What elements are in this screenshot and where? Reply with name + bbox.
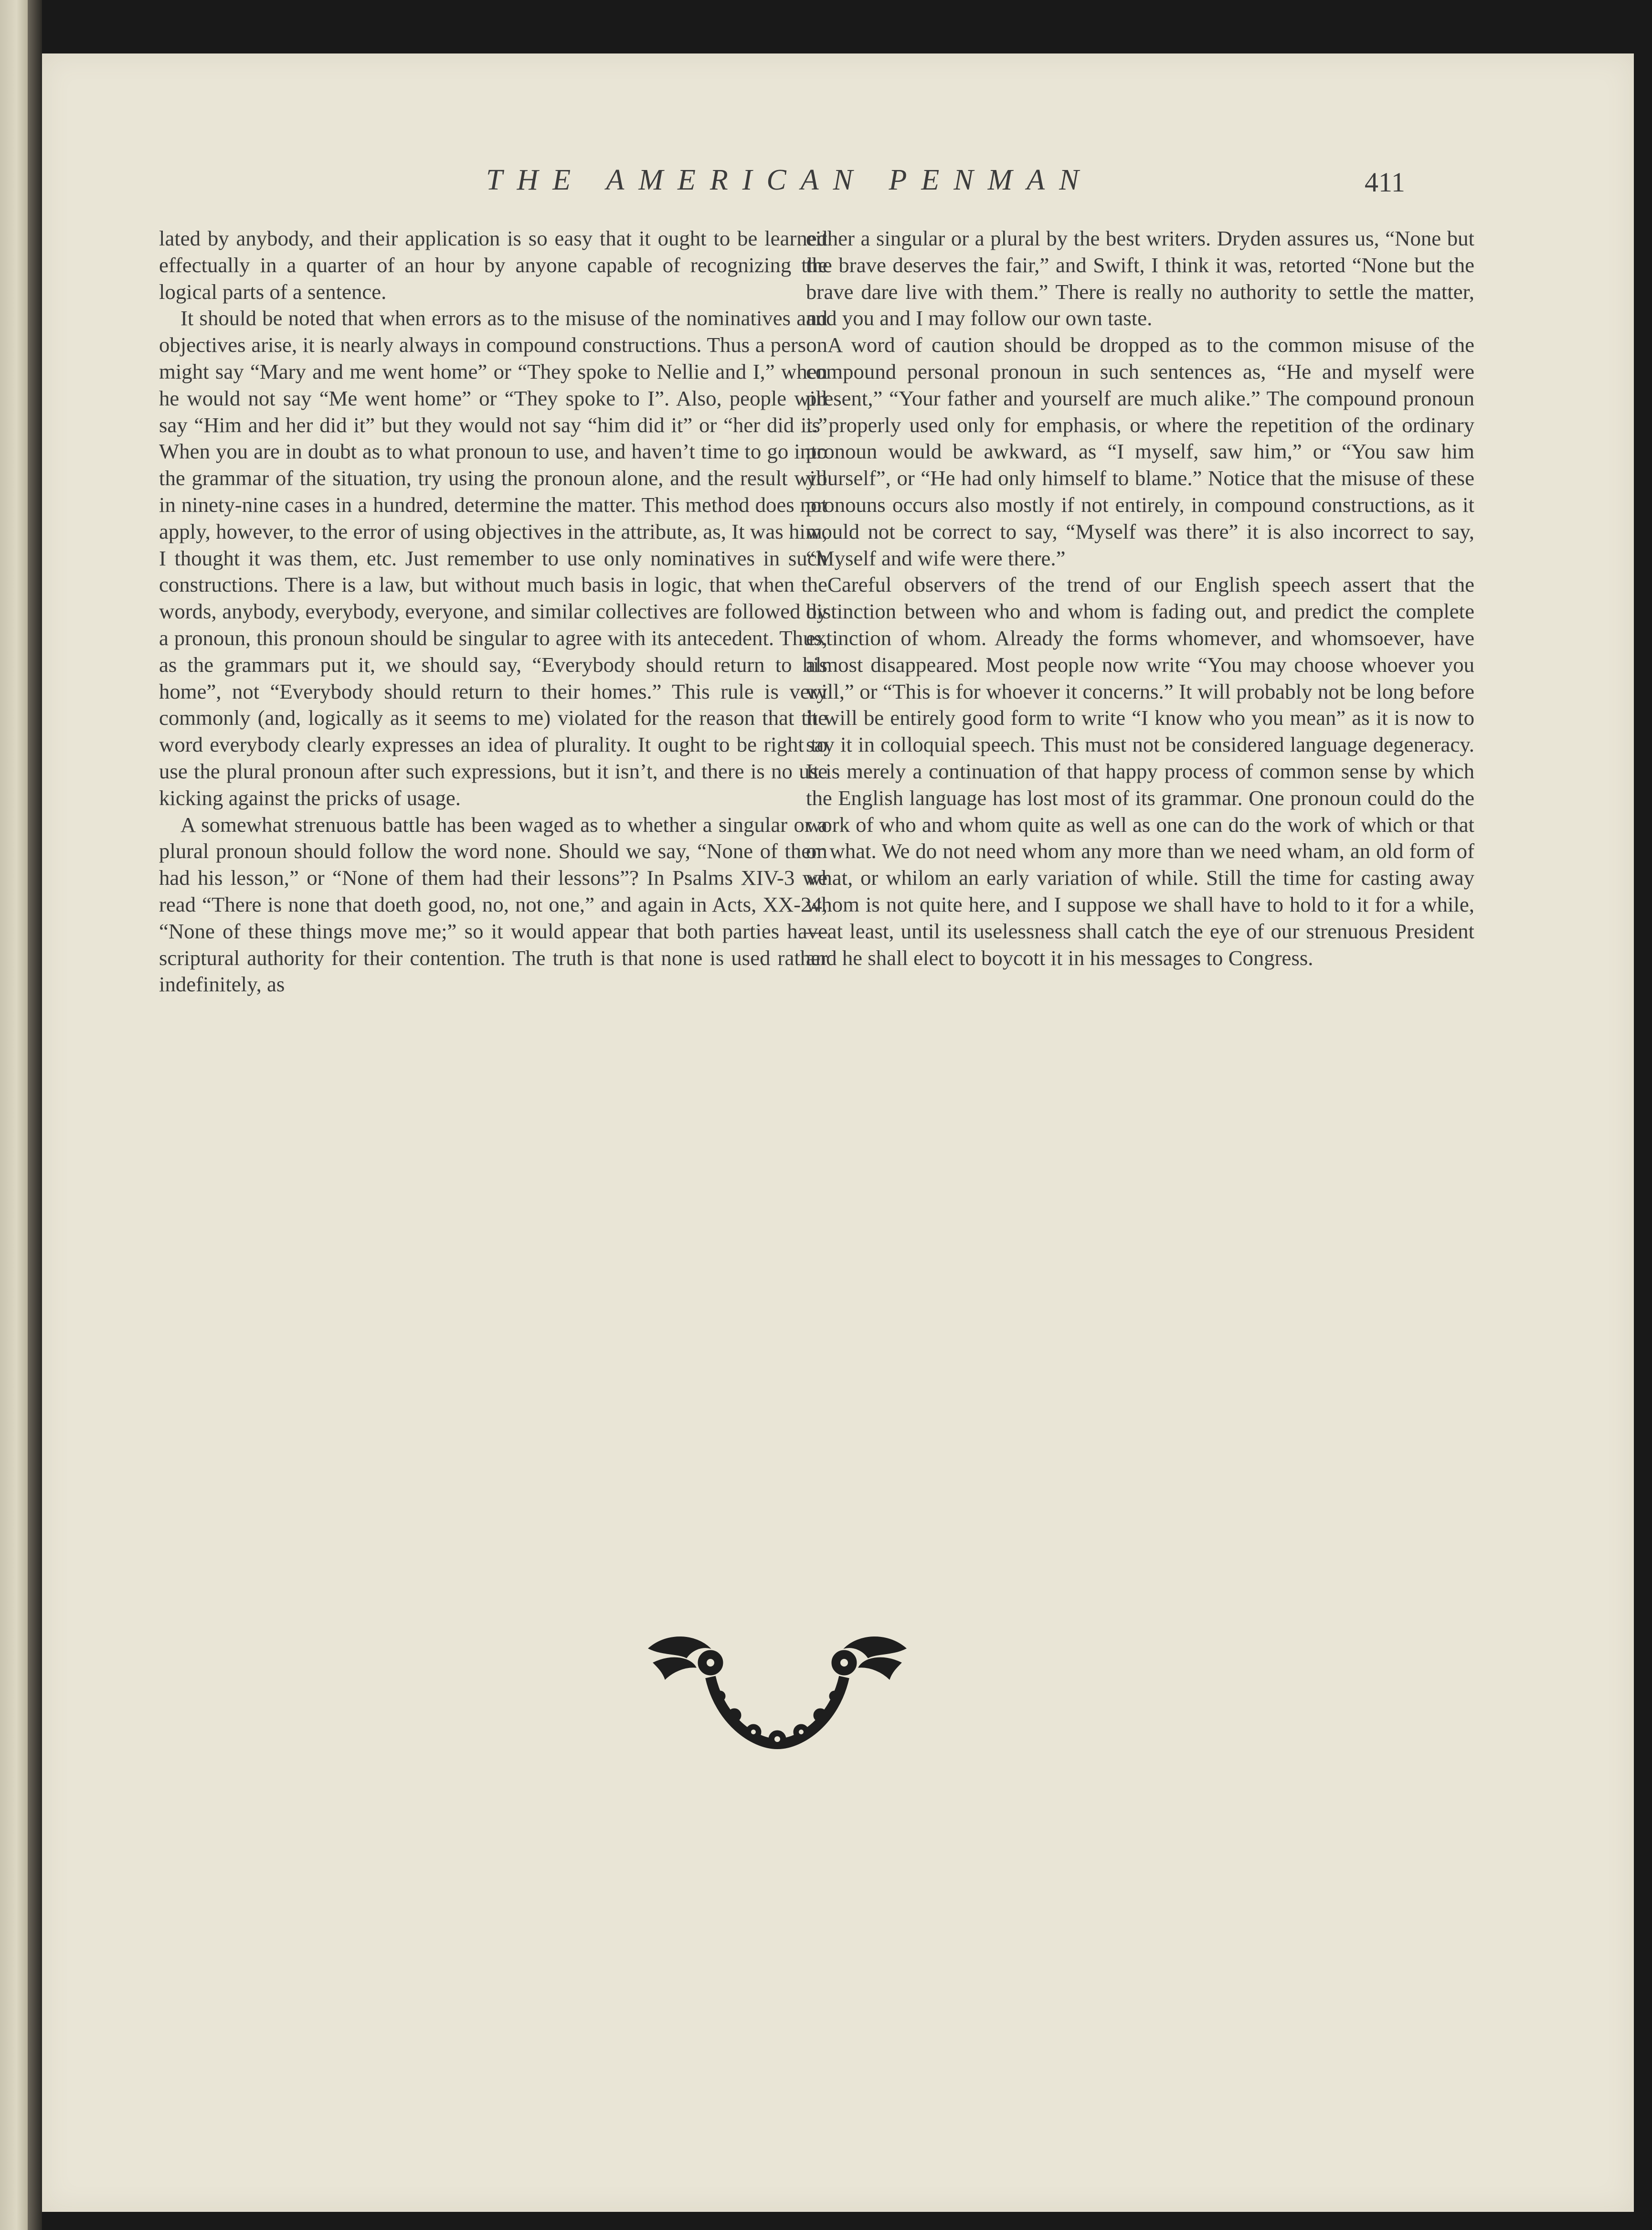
paragraph: lated by anybody, and their application is so easy that it ought to be learned effectually in a quarter of an hour by anyone capable of recognizing the logical parts of a sentence.	[159, 226, 827, 304]
garland-ornament-icon	[639, 1629, 916, 1753]
running-title: THE AMERICAN PENMAN	[486, 164, 1093, 196]
paragraph: A somewhat strenuous battle has been waged as to whether a singular or a plural pronoun should follow the word none. Should we say, “None of them had his lesson,” or “None of them had their lessons”? In Psalms XIV-3 we read “There is none that doeth good, no, not one,” and again in Acts, XX-24, “None of these things move me;” so it would appear that both parties have scriptural authority for their contention. The truth is that none is used rather indefinitely, as	[159, 812, 827, 997]
page	[42, 53, 1634, 2212]
paragraph: Careful observers of the trend of our English speech assert that the distinction between who and whom is fading out, and predict the complete extinction of whom. Already the forms whomever, and whomsoever, have almost disappeared. Most people now write “You may choose whoever you will,” or “This is for whoever it concerns.” It will probably not be long before it will be entirely good form to write “I know who you mean” as it is now to say it in colloquial speech. This must not be considered language degeneracy. It is merely a continuation of that happy process of common sense by which the English language has lost most of its grammar. One pronoun could do the work of who and whom quite as well as one can do the work of which or that or what. We do not need whom any more than we need wham, an old form of what, or whilom an early variation of while. Still the time for casting away whom is not quite here, and I suppose we shall have to hold to it for a while,—at least, until its uselessness shall catch the eye of our strenuous President and he shall elect to boycott it in his messages to Congress.	[806, 573, 1474, 970]
paragraph: A word of caution should be dropped as to the common misuse of the compound personal pronoun in such sentences as, “He and myself were present,” “Your father and yourself are much alike.” The compound pronoun is properly used only for emphasis, or where the repetition of the ordinary pronoun would be awkward, as “I myself, saw him,” or “You saw him yourself”, or “He had only himself to blame.” Notice that the misuse of these pronouns occurs also mostly if not entirely, in compound constructions, as it would not be correct to say, “Myself was there” it is also incorrect to say, “Myself and wife were there.”	[806, 333, 1474, 570]
page-header	[42, 163, 1634, 221]
left-column	[159, 225, 827, 998]
right-column	[806, 225, 1474, 971]
gutter-shadow	[28, 0, 42, 2230]
paragraph: either a singular or a plural by the best writers. Dryden assures us, “None but the brave deserves the fair,” and Swift, I think it was, retorted “None but the brave dare live with them.” There is really no authority to settle the matter, and you and I may follow our own taste.	[806, 226, 1474, 330]
paragraph: It should be noted that when errors as to the misuse of the nominatives and objectives arise, it is nearly always in compound constructions. Thus a person might say “Mary and me went home” or “They spoke to Nellie and I,” when he would not say “Me went home” or “They spoke to I”. Also, people will say “Him and her did it” but they would not say “him did it” or “her did it.” When you are in doubt as to what pronoun to use, and haven’t time to go into the grammar of the situation, try using the pronoun alone, and the result will in ninety-nine cases in a hundred, determine the matter. This method does not apply, however, to the error of using objectives in the attribute, as, It was him, I thought it was them, etc. Just remember to use only nominatives in such constructions. There is a law, but without much basis in logic, that when the words, anybody, everybody, everyone, and similar collectives are followed by a pronoun, this pronoun should be singular to agree with its antecedent. Thus, as the grammars put it, we should say, “Everybody should return to his home”, not “Everybody should return to their homes.” This rule is very commonly (and, logically as it seems to me) violated for the reason that the word everybody clearly expresses an idea of plurality. It ought to be right to use the plural pronoun after such expressions, but it isn’t, and there is no use kicking against the pricks of usage.	[159, 306, 827, 810]
facing-page-edge	[0, 0, 28, 2230]
page-number: 411	[1365, 167, 1405, 198]
